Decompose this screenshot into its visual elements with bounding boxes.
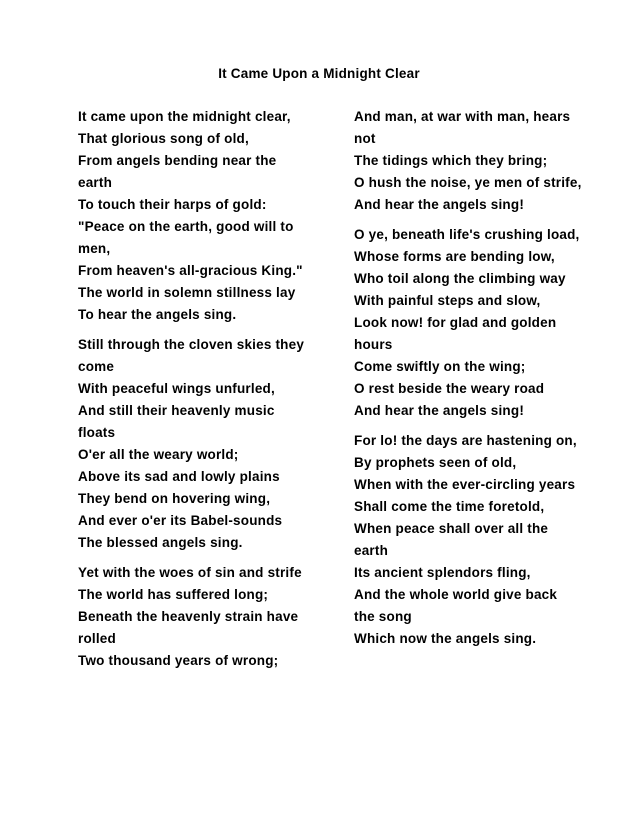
poem-line: And hear the angels sing!: [354, 197, 525, 212]
poem-line: Who toil along the climbing way: [354, 271, 566, 286]
poem-line: The world has suffered long;: [78, 587, 269, 602]
poem-line: And still their heavenly music: [78, 403, 275, 418]
poem-line: With painful steps and slow,: [354, 293, 541, 308]
poem-line: By prophets seen of old,: [354, 455, 517, 470]
poem-line: O'er all the weary world;: [78, 447, 239, 462]
poem-line: rolled: [78, 631, 116, 646]
poem-line: The tidings which they bring;: [354, 153, 548, 168]
poem-line: To touch their harps of gold:: [78, 197, 267, 212]
poem-line: Beneath the heavenly strain have: [78, 609, 299, 624]
poem-line: With peaceful wings unfurled,: [78, 381, 275, 396]
right-stanza-3: [354, 430, 624, 650]
poem-line: To hear the angels sing.: [78, 307, 237, 322]
poem-line: The world in solemn stillness lay: [78, 285, 296, 300]
poem-line: O hush the noise, ye men of strife,: [354, 175, 582, 190]
poem-line: "Peace on the earth, good will to: [78, 219, 294, 234]
poem-line: Shall come the time foretold,: [354, 499, 545, 514]
poem-line: For lo! the days are hastening on,: [354, 433, 577, 448]
poem-line: the song: [354, 609, 412, 624]
poem-line: From heaven's all-gracious King.": [78, 263, 303, 278]
poem-line: Whose forms are bending low,: [354, 249, 555, 264]
poem-line: It came upon the midnight clear,: [78, 109, 291, 124]
poem-line: From angels bending near the: [78, 153, 277, 168]
poem-line: not: [354, 131, 376, 146]
left-stanza-2: [78, 334, 328, 554]
right-stanza-1: [354, 106, 624, 216]
poem-line: Still through the cloven skies they: [78, 337, 305, 352]
poem-line: Above its sad and lowly plains: [78, 469, 280, 484]
left-column: [78, 106, 328, 680]
poem-line: The blessed angels sing.: [78, 535, 243, 550]
poem-line: hours: [354, 337, 393, 352]
poem-line: And hear the angels sing!: [354, 403, 525, 418]
right-column: [354, 106, 624, 658]
poem-line: earth: [354, 543, 389, 558]
poem-line: That glorious song of old,: [78, 131, 249, 146]
poem-line: When with the ever-circling years: [354, 477, 576, 492]
poem-line: Yet with the woes of sin and strife: [78, 565, 302, 580]
poem-line: men,: [78, 241, 111, 256]
poem-line: floats: [78, 425, 116, 440]
poem-line: They bend on hovering wing,: [78, 491, 271, 506]
poem-line: O ye, beneath life's crushing load,: [354, 227, 580, 242]
right-stanza-2: [354, 224, 624, 422]
poem-line: And man, at war with man, hears: [354, 109, 571, 124]
poem-line: Come swiftly on the wing;: [354, 359, 526, 374]
poem-line: Two thousand years of wrong;: [78, 653, 279, 668]
poem-line: And the whole world give back: [354, 587, 558, 602]
poem-line: And ever o'er its Babel-sounds: [78, 513, 283, 528]
left-stanza-3: [78, 562, 328, 672]
poem-line: When peace shall over all the: [354, 521, 549, 536]
poem-line: Which now the angels sing.: [354, 631, 537, 646]
left-stanza-1: [78, 106, 328, 326]
poem-title: It Came Upon a Midnight Clear: [218, 66, 420, 81]
poem-line: Look now! for glad and golden: [354, 315, 557, 330]
poem-line: come: [78, 359, 115, 374]
poem-line: Its ancient splendors fling,: [354, 565, 531, 580]
poem-line: earth: [78, 175, 113, 190]
poem-line: O rest beside the weary road: [354, 381, 545, 396]
